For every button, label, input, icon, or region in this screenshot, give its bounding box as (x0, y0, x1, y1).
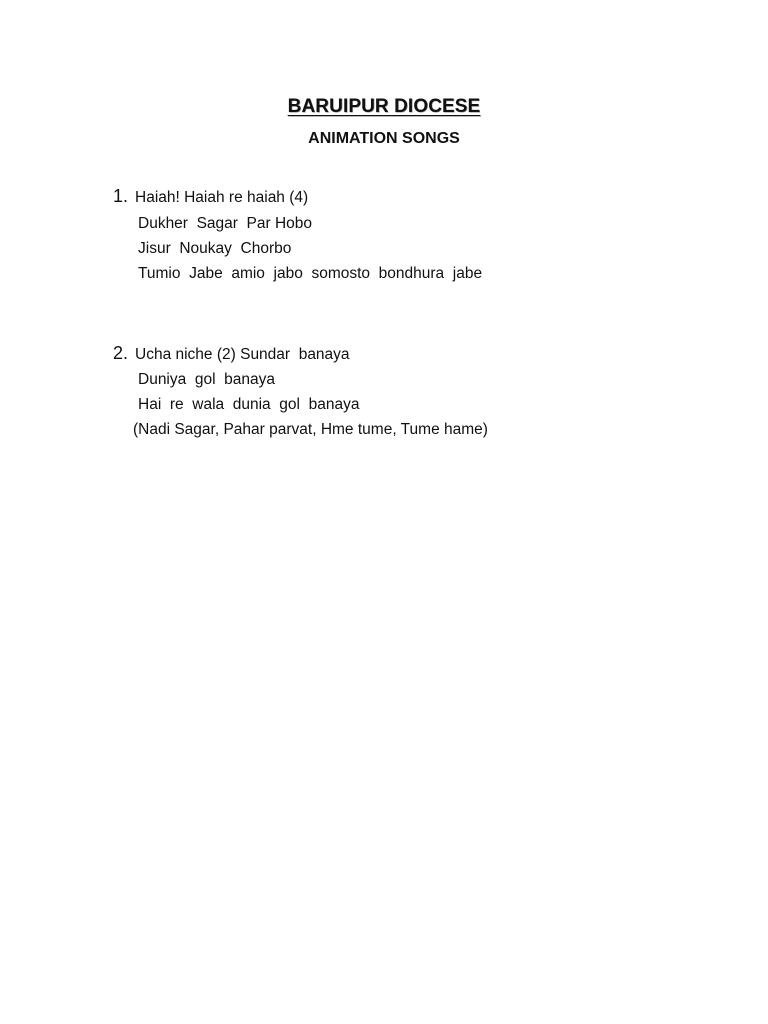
song-line: Dukher Sagar Par Hobo (138, 215, 313, 232)
song-line: Ucha niche (2) Sundar banaya (135, 346, 350, 363)
document-title: BARUIPUR DIOCESE (287, 96, 481, 117)
song-line: Duniya gol banaya (138, 371, 276, 388)
song-line: Tumio Jabe amio jabo somosto bondhura jabe (138, 265, 483, 282)
song-line: (Nadi Sagar, Pahar parvat, Hme tume, Tume hame) (133, 421, 488, 438)
song-number: 1. (113, 186, 129, 206)
song-line: Hai re wala dunia gol banaya (138, 396, 360, 413)
document-subtitle: ANIMATION SONGS (308, 130, 460, 147)
song-number: 2. (113, 343, 129, 363)
song-line: Jisur Noukay Chorbo (138, 240, 292, 257)
song-line: Haiah! Haiah re haiah (4) (135, 189, 309, 206)
